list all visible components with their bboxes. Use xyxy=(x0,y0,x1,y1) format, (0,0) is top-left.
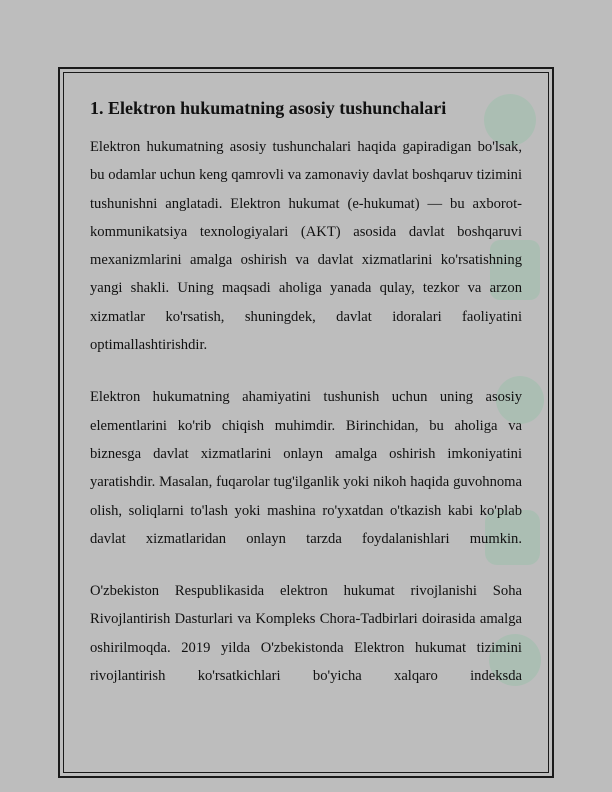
paragraph-3: O'zbekiston Respublikasida elektron hukumat rivojlanishi Soha Rivojlantirish Dasturlari va Kompleks Chora-Tadbirlari doirasida amalga oshirilmoqda. 2019 yilda O'zbekistonda Elektron hukumat tizimini rivojlantirish ko'rsatkichlari bo'yicha xalqaro indeksda xyxy=(90,583,522,685)
section-heading: 1. Elektron hukumatning asosiy tushunchalari xyxy=(90,98,447,118)
paragraph-1: Elektron hukumatning asosiy tushunchalari haqida gapiradigan bo'lsak, bu odamlar uchun keng qamrovli va zamonaviy davlat boshqaruv tizimini tushunishni anglatadi. Elektron hukumat (e-hukumat) — bu axborot-kommunikatsiya texnologiyalari (AKT) asosida davlat boshqaruvi mexanizmlarini amalga oshirish va davlat xizmatlarini ko'rsatishning yangi shakli. Uning maqsadi aholiga yanada qulay, tezkor va arzon xizmatlar ko'rsatish, shuningdek, davlat idoralari faoliyatini optimallashtirishdir. xyxy=(90,139,522,354)
document-body xyxy=(90,97,522,714)
paragraph-2: Elektron hukumatning ahamiyatini tushunish uchun uning asosiy elementlarini ko'rib chiqish muhimdir. Birinchidan, bu aholiga va biznesga davlat xizmatlarini onlayn amalga oshirish imkoniyatini yaratishdir. Masalan, fuqarolar tug'ilganlik yoki nikoh haqida guvohnoma olish, soliqlarni to'lash yoki mashina ro'yxatdan o'tkazish kabi ko'plab davlat xizmatlaridan onlayn tarzda foydalanishlari mumkin. xyxy=(90,389,522,547)
